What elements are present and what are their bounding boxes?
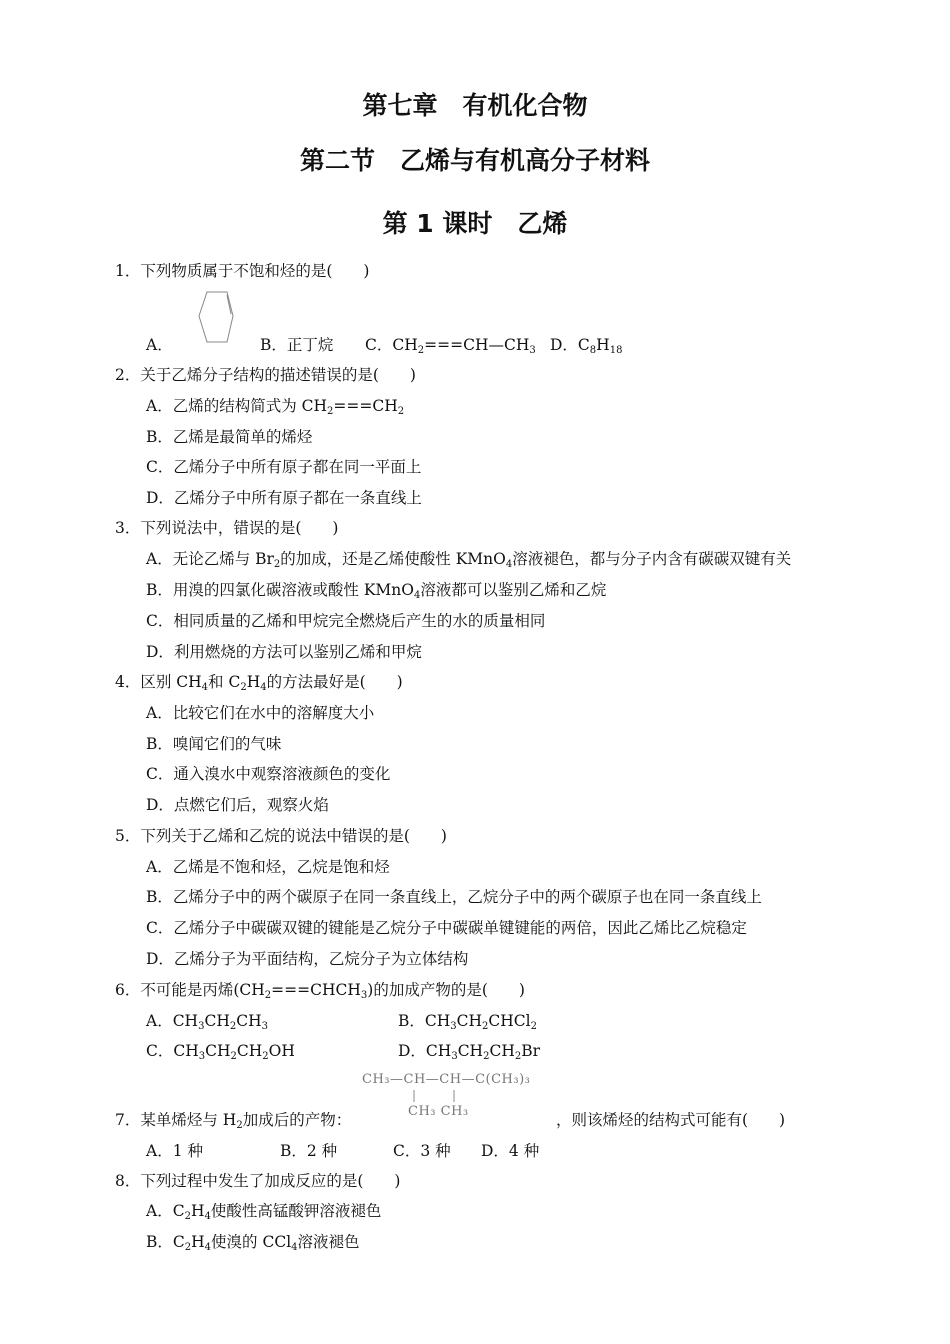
question-4-option-b: B．嗅闻它们的气味	[146, 735, 282, 753]
question-1-option-c: C．$CH_2===CH—CH_3$	[365, 336, 536, 356]
question-7-structure-bonds	[405, 1088, 465, 1104]
question-3-option-c: C．相同质量的乙烯和甲烷完全燃烧后产生的水的质量相同	[146, 612, 546, 630]
question-7-structure-bottom: CH₃ CH₃	[408, 1104, 469, 1119]
question-5-option-b: B．乙烯分子中的两个碳原子在同一条直线上，乙烷分子中的两个碳原子也在同一条直线上	[146, 888, 762, 906]
question-1-stem: 1．下列物质属于不饱和烃的是( )	[115, 262, 370, 280]
question-4-option-c: C．通入溴水中观察溶液颜色的变化	[146, 765, 391, 783]
question-6-option-d: D．$CH_3CH_2CH_2Br$	[398, 1042, 541, 1062]
question-1-option-b: B．正丁烷	[260, 336, 334, 354]
question-2-option-d: D．乙烯分子中所有原子都在一条直线上	[146, 489, 422, 507]
question-5-option-a: A．乙烯是不饱和烃，乙烷是饱和烃	[146, 858, 390, 876]
question-6-stem: 6．不可能是丙烯$(CH_2===CHCH_3)$的加成产物的是( )	[115, 981, 525, 1001]
question-7-option-b: B．2 种	[280, 1142, 338, 1160]
question-1-option-a: A．	[146, 336, 173, 354]
question-8-stem: 8．下列过程中发生了加成反应的是( )	[115, 1172, 401, 1190]
chapter-title: 第七章 有机化合物	[362, 91, 588, 120]
question-2-option-a: A．乙烯的结构简式为 $CH_2===CH_2$	[146, 397, 405, 417]
question-7-option-a: A．1 种	[146, 1142, 203, 1160]
question-8-option-b: B．$C_2H_4$使溴的 CCl$_4$溶液褪色	[146, 1233, 360, 1253]
question-6-option-c: C．$CH_3CH_2CH_2OH$	[146, 1042, 295, 1062]
question-7-structure-top: CH₃—CH—CH—C(CH₃)₃	[362, 1072, 531, 1087]
question-7-stem-start: 7．某单烯烃与 $H_2$加成后的产物：	[115, 1111, 352, 1131]
question-7-option-d: D．4 种	[481, 1142, 540, 1160]
question-5-stem: 5．下列关于乙烯和乙烷的说法中错误的是( )	[115, 827, 447, 845]
question-3-stem: 3．下列说法中，错误的是( )	[115, 519, 339, 537]
question-3-option-a: A．无论乙烯与 $Br_2$的加成，还是乙烯使酸性 KMnO$_4$溶液褪色，都与分子内含有碳碳双键有关	[146, 550, 792, 570]
question-4-option-a: A．比较它们在水中的溶解度大小	[146, 704, 375, 722]
question-3-option-d: D．利用燃烧的方法可以鉴别乙烯和甲烷	[146, 643, 422, 661]
question-2-option-c: C．乙烯分子中所有原子都在同一平面上	[146, 458, 422, 476]
question-2-option-b: B．乙烯是最简单的烯烃	[146, 428, 313, 446]
question-5-option-d: D．乙烯分子为平面结构，乙烷分子为立体结构	[146, 950, 469, 968]
question-4-option-d: D．点燃它们后，观察火焰	[146, 796, 329, 814]
question-3-option-b: B．用溴的四氯化碳溶液或酸性 KMnO$_4$溶液都可以鉴别乙烯和乙烷	[146, 581, 607, 601]
question-7-stem-end: ，则该烯烃的结构式可能有( )	[556, 1111, 786, 1129]
question-5-option-c: C．乙烯分子中碳碳双键的键能是乙烷分子中碳碳单键键能的两倍，因此乙烯比乙烷稳定	[146, 919, 747, 937]
question-1-option-d: D．$C_8H_{18}$	[550, 336, 623, 356]
question-8-option-a: A．$C_2H_4$使酸性高锰酸钾溶液褪色	[146, 1202, 382, 1222]
lesson-title: 第 1 课时 乙烯	[382, 209, 568, 238]
question-6-option-b: B．$CH_3CH_2CHCl_2$	[398, 1012, 537, 1032]
question-6-option-a: A．$CH_3CH_2CH_3$	[146, 1012, 268, 1032]
cyclohexene-ring-diagram	[193, 290, 235, 346]
question-2-stem: 2．关于乙烯分子结构的描述错误的是( )	[115, 366, 416, 384]
question-7-option-c: C．3 种	[393, 1142, 451, 1160]
section-title: 第二节 乙烯与有机高分子材料	[299, 146, 650, 175]
question-4-stem: 4．区别 $CH_4$和 $C_2H_4$的方法最好是( )	[115, 673, 403, 693]
